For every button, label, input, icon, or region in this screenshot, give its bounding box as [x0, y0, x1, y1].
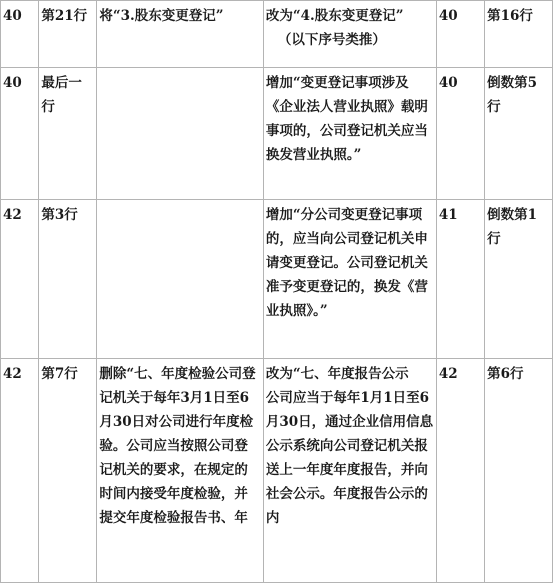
original-text — [97, 68, 263, 200]
line-number-revised: 倒数第1行 — [485, 200, 553, 359]
line-number-original: 第21行 — [39, 1, 97, 68]
page-number-revised: 40 — [436, 1, 484, 68]
table-row — [1, 1, 553, 68]
original-text: 将“3.股东变更登记” — [97, 1, 263, 68]
line-number-revised: 第6行 — [485, 359, 553, 583]
page-number-original: 40 — [1, 68, 39, 200]
revised-text: 增加“变更登记事项涉及《企业法人营业执照》载明事项的，公司登记机关应当换发营业执照。” — [263, 68, 436, 200]
revised-text: 公司应当于每年1月1日至6月30日，通过企业信用信息公示系统向公司登记机关报送上一年度年度报告，并向社会公示。年度报告公示的内 — [265, 390, 434, 526]
page-number-revised: 42 — [436, 359, 484, 583]
revised-note: （以下序号类推） — [277, 32, 386, 48]
revised-text-cell — [263, 1, 436, 68]
page-number-revised: 41 — [436, 200, 484, 359]
original-text: 删除“七、年度检验公司登记机关于每年3月1日至6月30日对公司进行年度检验。公司应当按照公司登记机关的要求，在规定的时间内接受年度检验，并提交年度检验报告书、年 — [97, 359, 263, 583]
page-number-original: 40 — [1, 1, 39, 68]
line-number-revised: 倒数第5行 — [485, 68, 553, 200]
revised-text: 改为“4.股东变更登记” — [265, 8, 404, 24]
original-text — [97, 200, 263, 359]
page-number-original: 42 — [1, 200, 39, 359]
table-row — [1, 359, 553, 583]
table-row — [1, 200, 553, 359]
revised-text-cell — [263, 359, 436, 583]
line-number-original: 第7行 — [39, 359, 97, 583]
page-number-revised: 40 — [436, 68, 484, 200]
revised-text-head: 改为“七、年度报告公示 — [265, 366, 409, 382]
line-number-revised: 第16行 — [485, 1, 553, 68]
table-row — [1, 68, 553, 200]
revised-text: 增加“分公司变更登记事项的，应当向公司登记机关申请变更登记。公司登记机关准予变更登记的，换发《营业执照》。” — [263, 200, 436, 359]
line-number-original: 第3行 — [39, 200, 97, 359]
page-number-original: 42 — [1, 359, 39, 583]
line-number-original: 最后一行 — [39, 68, 97, 200]
